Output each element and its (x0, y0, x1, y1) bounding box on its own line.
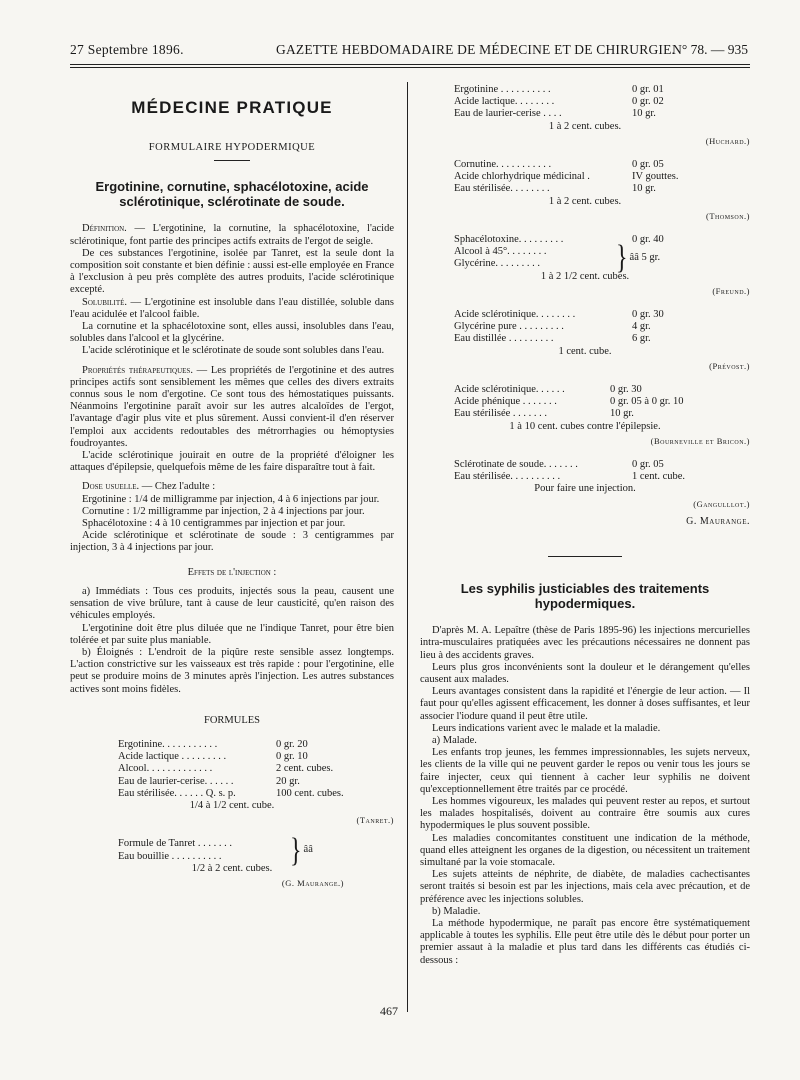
formula-note: 1/4 à 1/2 cent. cube. (189, 799, 275, 811)
formula-author: (Bourneville et Bricon.) (650, 435, 750, 446)
formula-line: Eau stérilisée. . . . . . Q. s. p. 100 cent. cubes. (118, 787, 344, 799)
formula-line: Acide lactique . . . . . . . . . 0 gr. 10 (118, 751, 308, 763)
formulas-heading: FORMULES (203, 714, 260, 726)
formula-line: Eau de laurier-cerise. . . . . . 20 gr. (118, 775, 300, 787)
paragraph: La cornutine et la sphacélotoxine sont, elles aussi, insolubles dans l'eau, solubles dans l'alcool et la glycérine. (70, 321, 394, 345)
paragraph: L'ergotinine doit être plus diluée que ne l'indique Tanret, pour être bien tolérée et par suite plus maniable. (70, 622, 394, 646)
brace-icon: } (290, 832, 302, 869)
formula-gangulllot: Sclérotinate de soude. . . . . . . 0 gr. 05 Eau stérilisée. . . . . . . . . . 1 cent. cube. (454, 459, 686, 483)
column-divider (407, 82, 408, 1012)
paragraph: Ergotinine : 1/4 de milligramme par injection, 4 à 6 injections par jour. (82, 493, 380, 505)
paragraph: Les enfants trop jeunes, les femmes impressionnables, les sujets nerveux, les clients de la ville qui ne peuvent garder le repos ou venir tous les jours se faire injecter, ceux qui tiennent à cacher leur syphilis ne doivent qu'exceptionnellement être traités par ce procédé. (420, 747, 750, 795)
paragraph: a) Immédiats : Tous ces produits, injectés sous la peau, causent une sensation de vive brûlure, tant à cause de leur causticité, qu'en raison des véhicules employés. (70, 585, 394, 622)
paragraph: L'acide sclérotinique jouirait en outre de la propriété d'éloigner les attaques d'épilepsie, quelquefois même de les faire disparaître tout à fait. (70, 450, 394, 474)
formula-tanret (118, 739, 394, 800)
paragraph: Propriétés thérapeutiques. — Les propriétés de l'ergotinine et des autres principes actifs sont sensiblement les mêmes que celles des divers extraits connus sous le nom d'ergotine. Ce sont tous des hémostatiques puissants. Néanmoins l'ergotinine paraît avoir sur les autres alcaloïdes de l'ergot, l'avantage d'agir plus vite et plus sûrement. Aussi convient-il d'en réserver l'emploi aux accidents redoutables des métrorrhagies ou hémoptysies foudroyantes. (70, 364, 394, 449)
paragraph: La méthode hypodermique, ne paraît pas encore être systématiquement applicable à toutes les syphilis. Elle peut être utile dès le début pour porter un premier assaut à la maladie et plus tard dans les différents cas étudiés ci-dessous : (420, 917, 750, 966)
formula-note: 1 à 10 cent. cubes contre l'épilepsie. (509, 420, 661, 432)
paragraph: Leurs avantages consistent dans la rapidité et l'énergie de leur action. — Il faut pour qu'elles agissent efficacement, les donner à doses suffisantes, et leur associer l'iodure quand il peut être utile. (420, 686, 750, 722)
formula-note: 1 à 2 cent. cubes. (548, 120, 622, 132)
formula-author: (Freund.) (712, 285, 750, 296)
header-rule-thin (70, 67, 750, 68)
issue-number: N° 78. — 935 (672, 42, 748, 57)
paragraph: Sphacélotoxine : 4 à 10 centigrammes par injection et par jour. (82, 518, 346, 530)
formula-author: (G. Maurange.) (281, 877, 344, 888)
formula-author: (Tanret.) (356, 815, 394, 826)
page-number: 467 (380, 1004, 398, 1018)
right-column (420, 84, 750, 967)
article-title: Les syphilis justiciables des traitements hypodermiques. (460, 581, 710, 612)
left-column (70, 92, 394, 889)
formula-author: (Prévost.) (709, 360, 750, 371)
signature: G. Maurange. (686, 515, 750, 527)
formula-prevost: Acide sclérotinique. . . . . . . . 0 gr. 30 Glycérine pure . . . . . . . . . 4 gr. Eau distillée . . . . . . . . . 6 gr. (454, 309, 664, 345)
formula-bourneville: Acide sclérotinique. . . . . . 0 gr. 30 Acide phénique . . . . . . . 0 gr. 05 à 0 gr. 10 Eau stérilisée . . . . . . . 10 gr. (454, 384, 684, 420)
formula-author: (Huchard.) (705, 135, 750, 146)
journal-title: GAZETTE HEBDOMADAIRE DE MÉDECINE ET DE CHIRURGIE. (276, 42, 676, 57)
effects-heading: Effets de l'injection : (187, 566, 277, 578)
paragraph: Les hommes vigoureux, les malades qui peuvent rester au repos, et surtout les malades hospitalisés, doivent au contraire être soumis aux cures hypodermiques le plus souvent possible. (420, 795, 750, 832)
issue-date: 27 Septembre 1896. (70, 42, 184, 57)
section-title: MÉDECINE PRATIQUE (131, 98, 333, 117)
article-title: Ergotinine, cornutine, sphacélotoxine, acide sclérotinique, sclérotinate de soude. (95, 179, 369, 210)
paragraph: a) Malade. (432, 734, 477, 746)
paragraph: Cornutine : 1/2 milligramme par injection, 2 à 4 injections par jour. (82, 505, 365, 517)
paragraph: b) Éloignés : L'endroit de la piqûre reste sensible assez longtemps. L'action constrictive sur les vaisseaux est très rapide : pour l'ergotinine, elle peut se produire moins de 3 minutes après l'injection. Les autres substances actives sont moins fidèles. (70, 646, 394, 695)
brace-icon: } (616, 240, 628, 277)
formula-author: (Thomson.) (706, 210, 750, 221)
paragraph: Les sujets atteints de néphrite, de diabète, de maladies cachectisantes seront traités si besoin est par les injections, mais cela avec précaution, et de préférence avec les injections solubles. (420, 869, 750, 905)
formula-note: 1/2 à 2 cent. cubes. (191, 862, 273, 874)
formula-line: Ergotinine. . . . . . . . . . . 0 gr. 20 (118, 738, 308, 750)
formula-note: Pour faire une injection. (534, 483, 636, 495)
paragraph: Dose usuelle. — Chez l'adulte : (82, 481, 216, 493)
formula-freund: Sphacélotoxine. . . . . . . . . 0 gr. 40 Alcool à 45°. . . . . . . . Glycérine. . . . . . . . . } ââ 5 gr. (454, 234, 664, 277)
paragraph: Leurs plus gros inconvénients sont la douleur et le dérangement qu'elles causent aux malades. (420, 661, 750, 685)
header-rule (70, 64, 750, 65)
formula-note: 1 cent. cube. (558, 345, 612, 357)
article-separator (548, 556, 622, 557)
paragraph: De ces substances l'ergotinine, isolée par Tanret, est la seule dont la composition soit constante et bien définie : aussi est-elle employée en France à l'exclusion à peu près complète des autres produits, l'acide sclérotinique excepté. (70, 247, 394, 296)
formula-line: Alcool. . . . . . . . . . . . . 2 cent. cubes. (118, 763, 334, 775)
formula-author: (Gangulllot.) (693, 498, 750, 509)
formula-maurange: Formule de Tanret . . . . . . . Eau bouillie . . . . . . . . . . } ââ (118, 832, 313, 869)
paragraph: Acide sclérotinique et sclérotinate de soude : 3 centigrammes par injection, 3 à 4 injections par jour. (70, 530, 394, 554)
title-rule (214, 160, 250, 161)
paragraph: Solubilité. — L'ergotinine est insoluble dans l'eau distillée, soluble dans l'eau acidulée et l'alcool faible. (70, 296, 394, 320)
formula-note: 1 à 2 1/2 cent. cubes. (540, 270, 630, 282)
formula-huchard: Ergotinine . . . . . . . . . . 0 gr. 01 Acide lactique. . . . . . . . 0 gr. 02 Eau de laurier-cerise . . . . 10 gr. (454, 84, 664, 120)
paragraph: Les maladies concomitantes constituent une indication de la méthode, quand elles atteignent les organes de la digestion, ou nécessitent un traitement simultané par la voie stomacale. (420, 832, 750, 868)
paragraph: Leurs indications varient avec le malade et la maladie. (432, 722, 661, 734)
page-header (70, 42, 748, 62)
formula-note: 1 à 2 cent. cubes. (548, 195, 622, 207)
formula-thomson: Cornutine. . . . . . . . . . . 0 gr. 05 Acide chlorhydrique médicinal . IV gouttes. Eau stérilisée. . . . . . . . 10 gr. (454, 159, 679, 195)
paragraph: D'après M. A. Lepaître (thèse de Paris 1895-96) les injections mercurielles intra-musculaires pratiquées avec les précautions nécessaires ne donnent pas lieu à des accidents graves. (420, 625, 750, 661)
paragraph: L'acide sclérotinique et le sclérotinate de soude sont solubles dans l'eau. (82, 345, 385, 357)
paragraph: b) Maladie. (432, 905, 481, 917)
sub-title: FORMULAIRE HYPODERMIQUE (148, 142, 316, 154)
paragraph: Définition. — L'ergotinine, la cornutine, la sphacélotoxine, l'acide sclérotinique, font partie des principes actifs extraits de l'ergot de seigle. (70, 223, 394, 247)
